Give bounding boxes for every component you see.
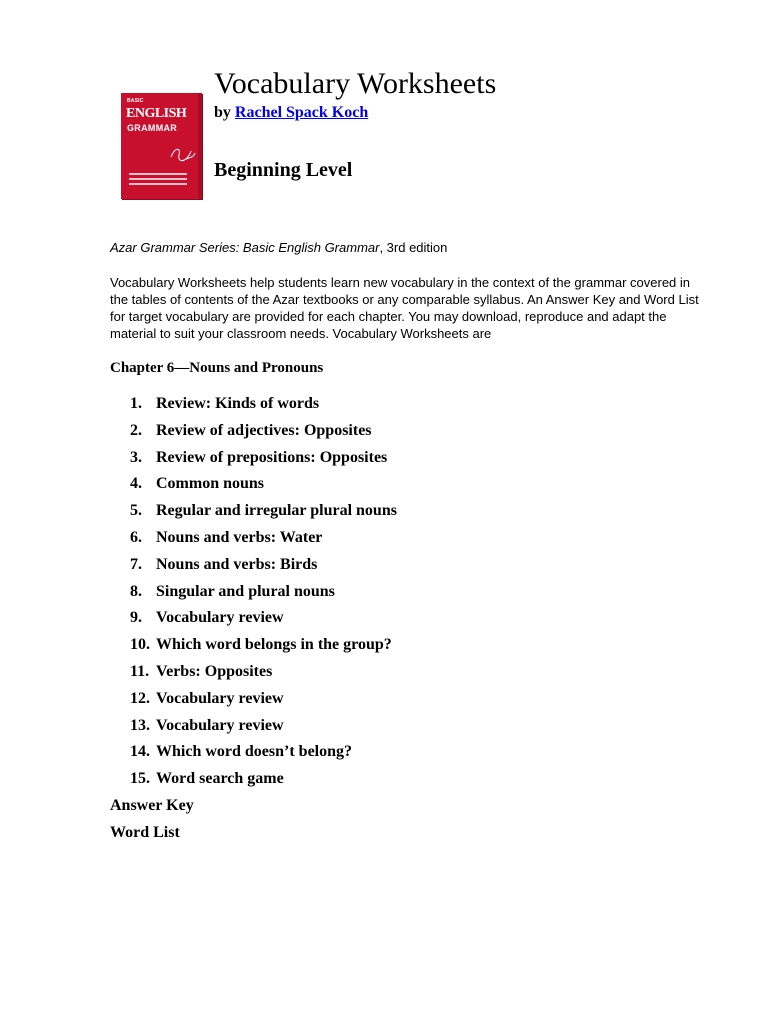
worksheet-item: [110, 421, 397, 448]
worksheet-list: [110, 394, 397, 796]
worksheet-number: 4.: [130, 475, 142, 493]
worksheet-label: Review of prepositions: Opposites: [156, 448, 388, 466]
worksheet-label: Vocabulary review: [156, 716, 284, 734]
worksheet-label: Verbs: Opposites: [156, 662, 273, 680]
worksheet-label: Nouns and verbs: Water: [156, 528, 323, 546]
worksheet-label: Singular and plural nouns: [156, 582, 335, 600]
cover-english-text: ENGLISH: [126, 106, 187, 121]
worksheet-number: 11.: [130, 662, 150, 680]
level-heading: Beginning Level: [214, 159, 353, 181]
worksheet-number: 6.: [130, 528, 142, 546]
worksheet-number: 12.: [130, 689, 150, 707]
cover-basic-text: BASIC: [127, 98, 144, 104]
worksheet-number: 14.: [130, 743, 150, 761]
worksheet-label: Nouns and verbs: Birds: [156, 555, 318, 573]
worksheet-label: Common nouns: [156, 475, 265, 493]
answer-key-item: Answer Key: [110, 797, 194, 814]
worksheet-item: [110, 635, 397, 662]
worksheet-label: Vocabulary review: [156, 689, 284, 707]
worksheet-item: [110, 716, 397, 743]
worksheet-item: [110, 769, 397, 796]
cover-grammar-text: GRAMMAR: [127, 123, 178, 133]
book-cover-image: [121, 93, 202, 199]
worksheet-number: 9.: [130, 609, 142, 627]
series-title: Azar Grammar Series: Basic English Grammar: [110, 240, 380, 255]
series-edition: , 3rd edition: [379, 240, 448, 255]
book-spine-edge: [198, 93, 202, 199]
worksheet-number: 15.: [130, 770, 150, 788]
cover-signature-graphic: [169, 143, 197, 167]
by-prefix: by: [214, 104, 231, 121]
page-title: Vocabulary Worksheets: [214, 67, 497, 100]
worksheet-number: 5.: [130, 502, 142, 520]
worksheet-item: [110, 394, 397, 421]
author-link[interactable]: Rachel Spack Koch: [234, 104, 369, 121]
worksheet-item: [110, 555, 397, 582]
word-list-item: Word List: [110, 824, 180, 841]
worksheet-label: Word search game: [156, 770, 284, 788]
worksheet-item: [110, 528, 397, 555]
worksheet-number: 7.: [130, 555, 142, 573]
worksheet-number: 3.: [130, 448, 142, 466]
worksheet-label: Which word doesn’t belong?: [156, 743, 353, 761]
worksheet-item: [110, 608, 397, 635]
worksheet-item: [110, 448, 397, 475]
worksheet-item: [110, 662, 397, 689]
series-line: [110, 240, 447, 256]
intro-paragraph: Vocabulary Worksheets help students learn new vocabulary in the context of the grammar covered in the tables of contents of the Azar textbooks or any comparable syllabus. An Answer Key and Word List for target vocabulary are provided for each chapter. You may download, reproduce and adapt the material to suit your classroom needs. Vocabulary Worksheets are: [110, 275, 699, 341]
worksheet-item: [110, 689, 397, 716]
worksheet-label: Regular and irregular plural nouns: [156, 502, 397, 520]
worksheet-label: Vocabulary review: [156, 609, 284, 627]
worksheet-label: Review: Kinds of words: [156, 395, 320, 412]
worksheet-item: [110, 742, 397, 769]
worksheet-number: 2.: [130, 421, 142, 439]
worksheet-number: 10.: [130, 636, 150, 654]
worksheet-number: 1.: [130, 395, 142, 412]
worksheet-item: [110, 501, 397, 528]
worksheet-label: Which word belongs in the group?: [156, 636, 392, 654]
worksheet-label: Review of adjectives: Opposites: [156, 421, 372, 439]
byline: [214, 104, 368, 122]
cover-author-lines: [129, 173, 187, 188]
worksheet-number: 13.: [130, 716, 150, 734]
worksheet-item: [110, 474, 397, 501]
worksheet-number: 8.: [130, 582, 142, 600]
worksheet-item: [110, 582, 397, 609]
chapter-heading: Chapter 6—Nouns and Pronouns: [110, 360, 324, 376]
